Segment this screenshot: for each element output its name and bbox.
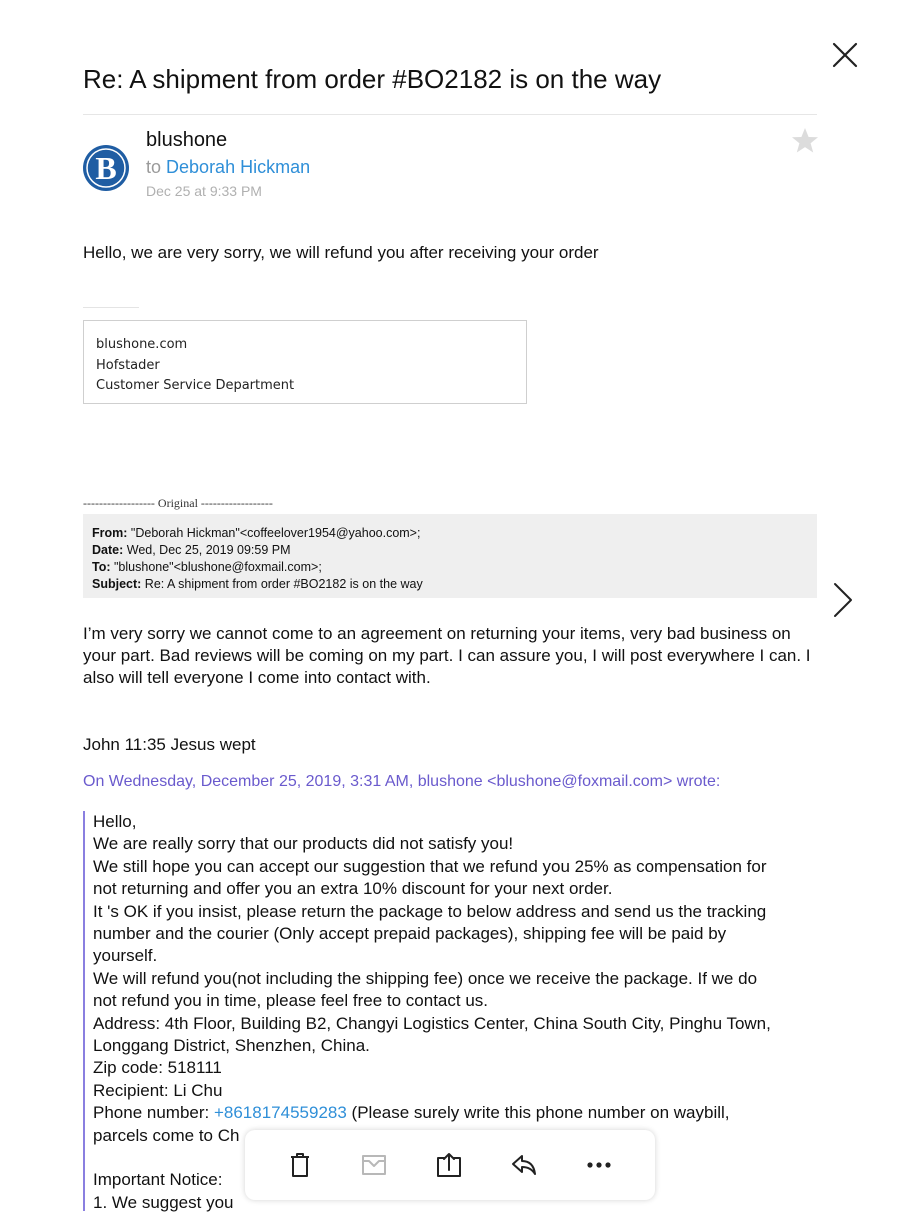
quote-line: 1. We suggest you xyxy=(93,1192,234,1212)
reply-text: Hello, we are very sorry, we will refund you after receiving your order xyxy=(83,243,599,262)
star-icon xyxy=(790,126,820,156)
quote-line: We are really sorry that our products did not satisfy you! xyxy=(93,834,514,854)
quote-line: Zip code: 518111 xyxy=(93,1058,222,1078)
quote-line: Hello, xyxy=(93,812,137,831)
signature-line: Hofstader xyxy=(96,357,160,373)
move-button[interactable] xyxy=(434,1150,464,1180)
signature-divider xyxy=(83,307,139,308)
phone-label: Phone number: xyxy=(93,1103,214,1123)
action-toolbar xyxy=(245,1130,655,1200)
quote-attribution: On Wednesday, December 25, 2019, 3:31 AM, blushone <blushone@foxmail.com> wrote: xyxy=(83,773,721,790)
to-label: To: xyxy=(92,560,111,574)
phone-note: (Please surely write this phone number on waybill, xyxy=(346,1103,730,1123)
complaint-paragraph: I’m very sorry we cannot come to an agreement on returning your items, very bad business on your part. Bad reviews will be coming on my part. I can assure you, I will post everywhere I can. I also will tell everyone I come into contact with. xyxy=(83,624,811,687)
signature-box xyxy=(83,320,527,404)
quote-line: Recipient: Li Chu xyxy=(93,1080,223,1100)
quote-line: We still hope you can accept our suggestion that we refund you 25% as compensation for xyxy=(93,856,767,876)
quote-line: Important Notice: xyxy=(93,1170,223,1190)
phone-line xyxy=(93,1102,818,1124)
close-button[interactable] xyxy=(830,40,860,70)
quote-line: not returning and offer you an extra 10% discount for your next order. xyxy=(93,879,613,899)
reply-icon xyxy=(509,1150,539,1180)
next-message-button[interactable] xyxy=(828,580,858,620)
signature-verse: John 11:35 Jesus wept xyxy=(83,735,256,754)
signature-line: Customer Service Department xyxy=(96,378,295,393)
avatar-letter: B xyxy=(95,150,117,186)
from-value: "Deborah Hickman"<coffeelover1954@yahoo.com>; xyxy=(130,526,421,540)
original-separator: ------------------ Original ------------------ xyxy=(83,496,273,510)
quote-line: Longgang District, Shenzhen, China. xyxy=(93,1036,370,1056)
date-label: Date: xyxy=(92,543,124,557)
quote-line: number and the courier (Only accept prepaid packages), shipping fee will be paid by xyxy=(93,924,727,944)
subject-value: Re: A shipment from order #BO2182 is on the way xyxy=(144,577,423,591)
quote-line: parcels come to Ch xyxy=(93,1125,240,1145)
date-value: Wed, Dec 25, 2019 09:59 PM xyxy=(126,543,291,557)
recipient-line xyxy=(146,157,310,178)
subject-label: Subject: xyxy=(92,577,142,591)
to-value: "blushone"<blushone@foxmail.com>; xyxy=(114,560,322,574)
flag-button[interactable] xyxy=(790,126,820,156)
email-subject: Re: A shipment from order #BO2182 is on the way xyxy=(83,64,662,94)
sender-avatar[interactable] xyxy=(82,144,130,192)
original-header xyxy=(83,514,817,598)
email-date: Dec 25 at 9:33 PM xyxy=(146,183,262,199)
quote-line: yourself. xyxy=(93,946,158,966)
quote-line: Address: 4th Floor, Building B2, Changyi Logistics Center, China South City, Pinghu Town, xyxy=(93,1013,771,1033)
sender-name[interactable]: blushone xyxy=(146,129,228,151)
recipient-prefix: to xyxy=(146,157,162,177)
archive-icon xyxy=(359,1150,389,1180)
chevron-right-icon xyxy=(828,580,858,620)
reply-button[interactable] xyxy=(509,1150,539,1180)
close-icon xyxy=(830,40,860,70)
phone-link[interactable]: +8618174559283 xyxy=(213,1103,347,1123)
archive-button[interactable] xyxy=(359,1150,389,1180)
from-label: From: xyxy=(92,526,128,540)
header-divider xyxy=(83,114,817,115)
more-icon xyxy=(584,1150,614,1180)
more-button[interactable] xyxy=(584,1150,614,1180)
recipient-name[interactable]: Deborah Hickman xyxy=(166,157,311,177)
quote-line: We will refund you(not including the shipping fee) once we receive the package. If we do xyxy=(93,968,758,988)
quote-line: It 's OK if you insist, please return the package to below address and send us the tracking xyxy=(93,901,767,921)
delete-button[interactable] xyxy=(285,1150,315,1180)
move-to-folder-icon xyxy=(434,1150,464,1180)
quote-line: not refund you in time, please feel free to contact us. xyxy=(93,991,489,1011)
trash-icon xyxy=(285,1150,315,1180)
signature-line: blushone.com xyxy=(96,337,188,352)
